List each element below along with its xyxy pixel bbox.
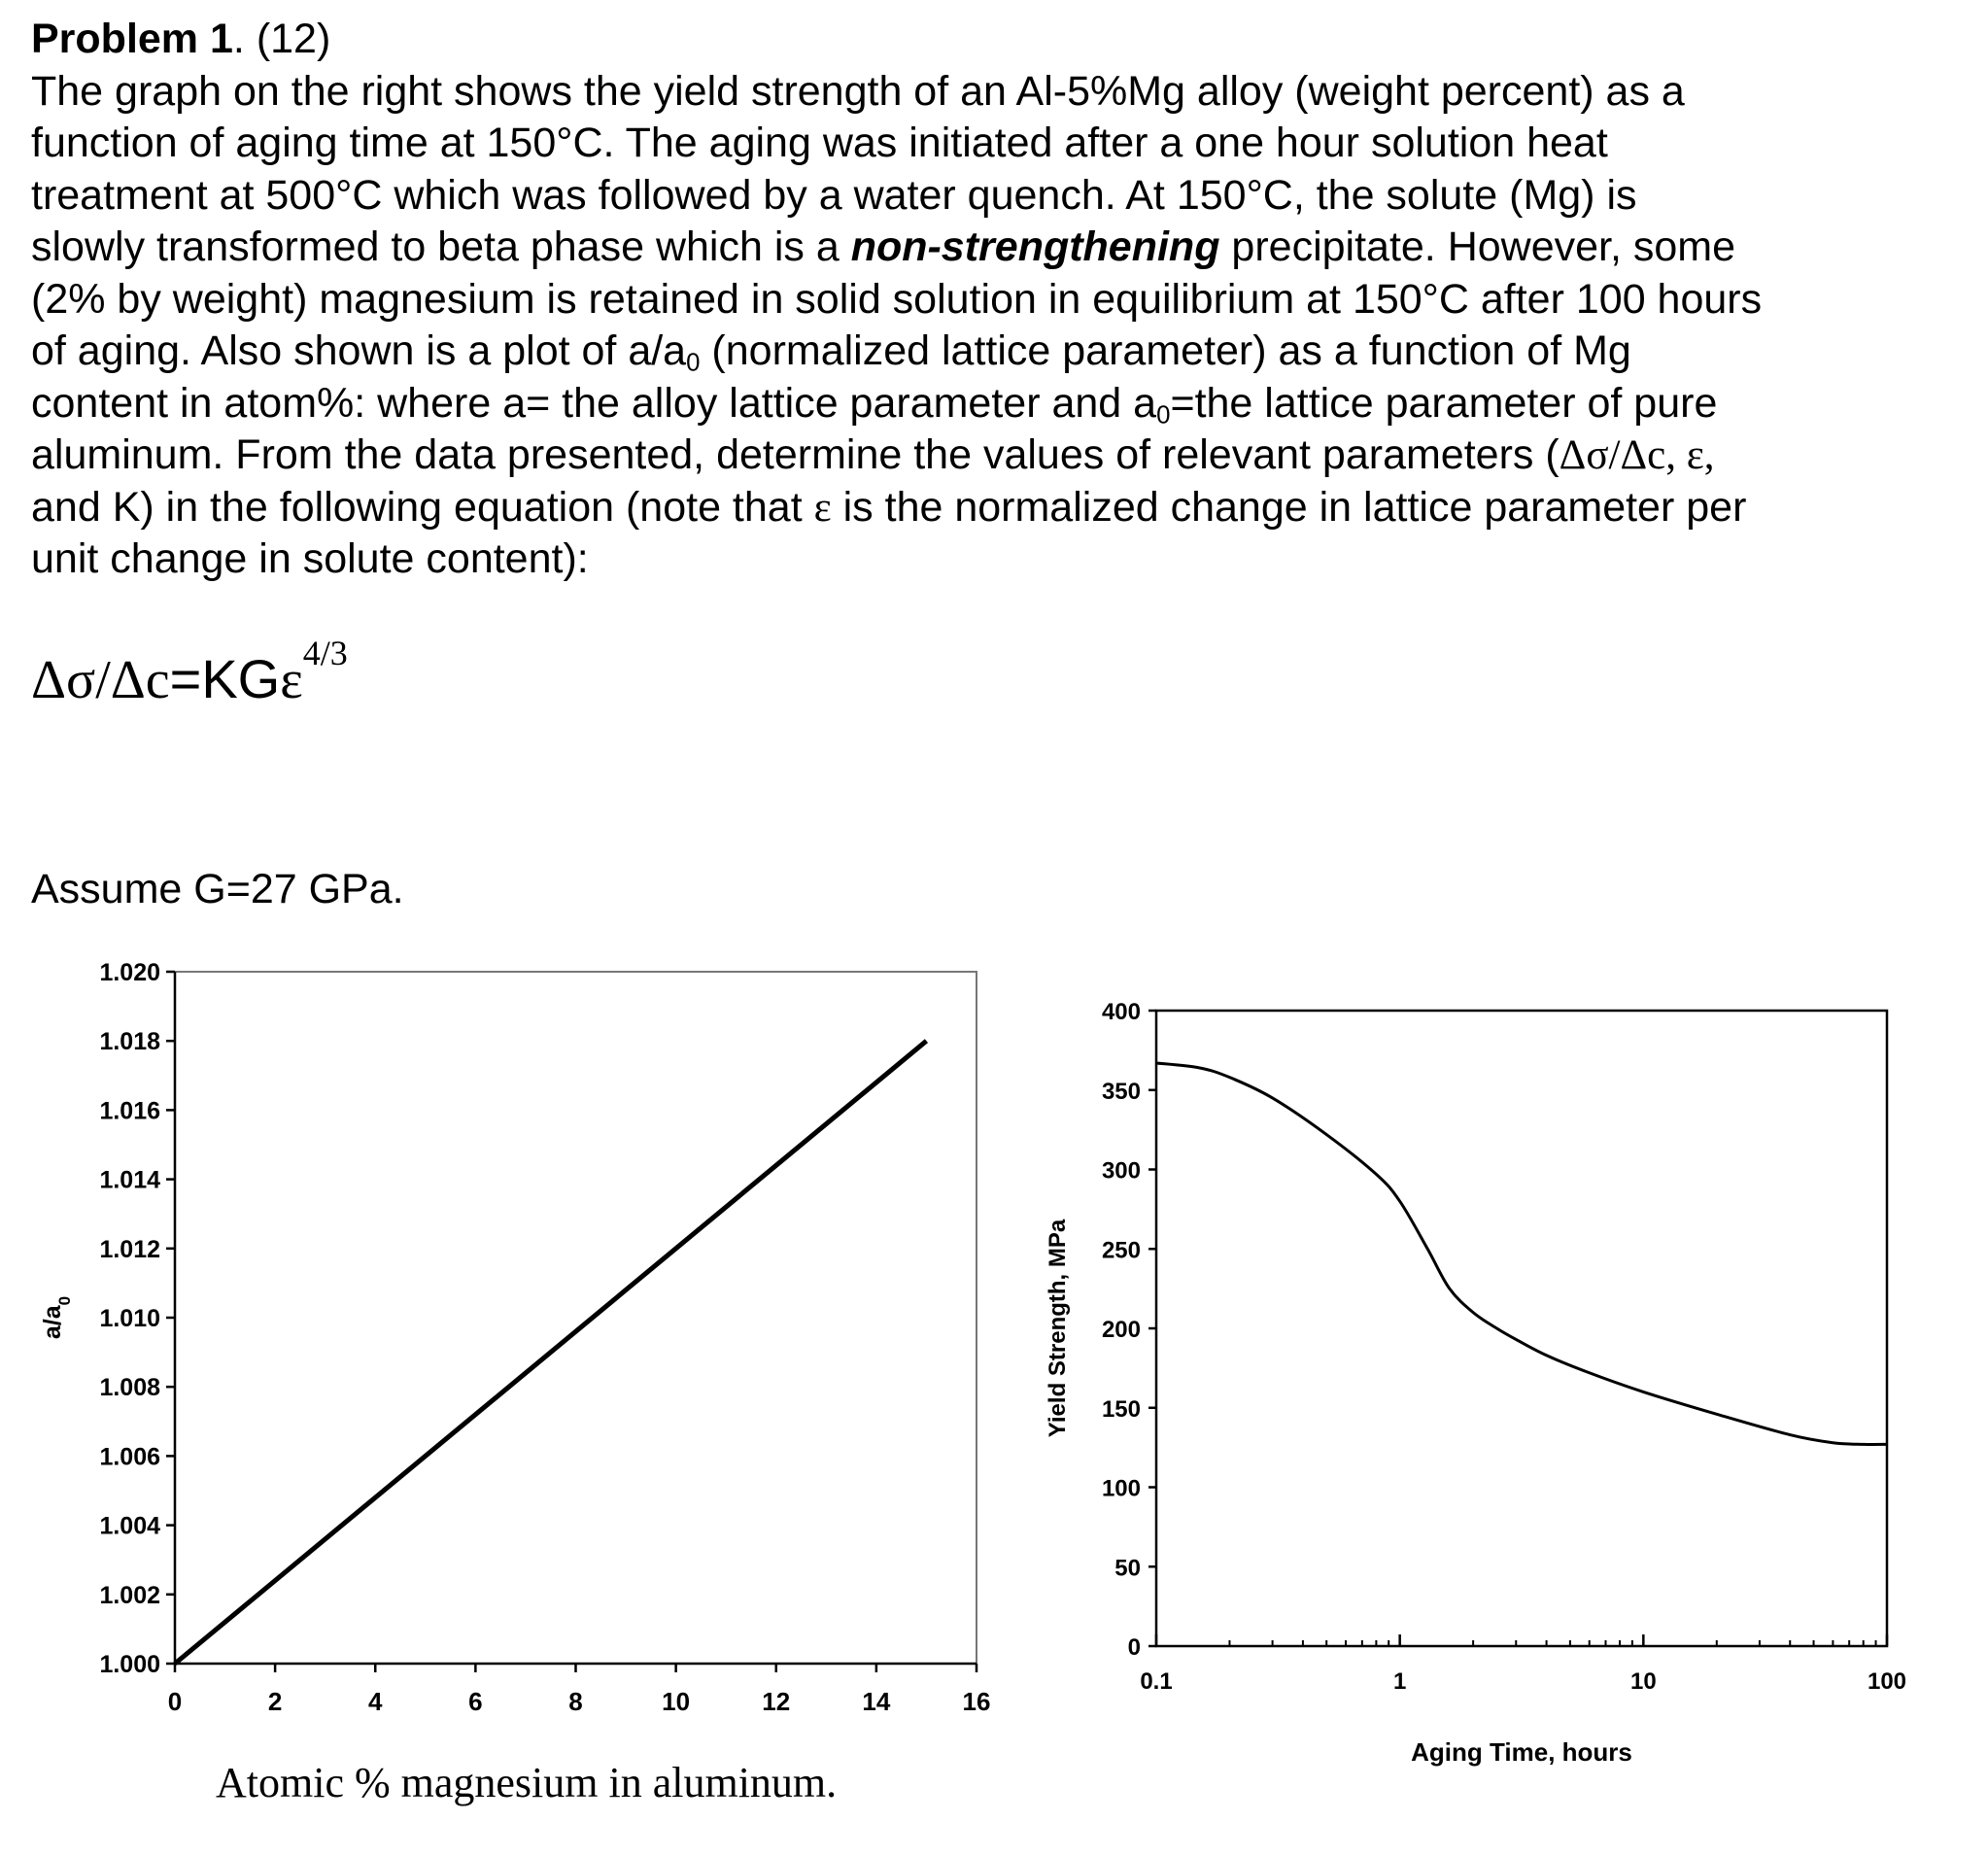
chart1-y-tick-label: 1.008	[99, 1374, 160, 1402]
subscript-zero: 0	[1156, 400, 1171, 429]
chart1-y-tick-label: 1.016	[99, 1097, 160, 1125]
chart2-y-tick-label: 150	[1101, 1395, 1141, 1423]
assumption-text: Assume G=27 GPa.	[31, 866, 404, 912]
chart1-x-tick-label: 6	[468, 1687, 483, 1716]
y-label-text: a/a	[39, 1305, 66, 1340]
text-run: slowly transformed to beta phase which is a	[31, 223, 851, 270]
chart1-y-tick-label: 1.006	[99, 1443, 160, 1471]
chart1-frame-group	[175, 972, 977, 1664]
chart2-plot-border	[1156, 1011, 1887, 1646]
chart1-data-line	[175, 1041, 926, 1664]
chart2-y-tick-label: 400	[1101, 999, 1141, 1025]
equation	[31, 633, 348, 714]
chart1-y-tick-label: 1.020	[99, 959, 160, 986]
chart2-y-tick-label: 100	[1101, 1475, 1141, 1502]
chart2-y-tick-label: 200	[1101, 1317, 1141, 1343]
chart1-y-tick-label: 1.004	[99, 1512, 160, 1540]
chart1-x-tick-label: 8	[568, 1687, 583, 1716]
chart2-y-tick-label: 250	[1101, 1237, 1141, 1264]
subscript-zero: 0	[686, 349, 701, 377]
problem-line-11: unit change in solute content):	[31, 535, 589, 582]
chart1-x-tick-label: 12	[762, 1687, 791, 1716]
parameter-list-greek: Δσ/Δc, ε,	[1559, 432, 1715, 478]
chart1-y-ticks	[99, 959, 175, 1678]
chart1-y-tick-label: 1.014	[99, 1166, 160, 1194]
problem-text	[31, 14, 1955, 586]
equation-epsilon: ε	[280, 650, 303, 710]
chart2-x-ticks	[1140, 1634, 1906, 1695]
chart1-y-axis-label	[39, 1296, 74, 1339]
chart2-x-tick-label: 1	[1392, 1668, 1407, 1695]
chart1-x-tick-label: 10	[662, 1687, 691, 1716]
problem-line-7	[31, 326, 1955, 378]
chart1-x-tick-label: 16	[962, 1687, 991, 1716]
chart1-x-tick-label: 14	[862, 1687, 891, 1716]
chart2-data-curve	[1156, 1063, 1887, 1445]
chart1-y-tick-label: 1.002	[99, 1581, 160, 1609]
equation-lhs: Δσ/Δc	[31, 650, 170, 710]
problem-points: (12)	[256, 16, 331, 62]
text-run: (normalized lattice parameter) as a function of Mg	[700, 327, 1631, 374]
chart1-y-tick-label: 1.012	[99, 1235, 160, 1263]
lattice-parameter-chart	[0, 947, 1001, 1744]
chart2-x-tick-label: 10	[1629, 1668, 1657, 1695]
chart1-x-tick-label: 0	[167, 1687, 183, 1716]
chart1-x-axis-caption: Atomic % magnesium in aluminum.	[216, 1759, 838, 1806]
chart1-x-tick-label: 4	[368, 1687, 383, 1716]
emphasis-non-strengthening: non-strengthening	[850, 223, 1220, 270]
text-run: of aging. Also shown is a plot of a/a	[31, 327, 687, 374]
problem-line-9	[31, 430, 1955, 482]
epsilon-symbol: ε	[813, 484, 832, 531]
text-run: =the lattice parameter of pure	[1170, 379, 1718, 427]
problem-line-6: (2% by weight) magnesium is retained in solid solution in equilibrium at 150°C after 100 hours	[31, 275, 1763, 323]
chart2-y-ticks	[1102, 999, 1156, 1661]
chart2-y-tick-label: 300	[1101, 1157, 1141, 1185]
text-run: and K) in the following equation (note that	[31, 483, 814, 531]
problem-line-10	[31, 482, 1955, 534]
problem-line-4: treatment at 500°C which was followed by a water quench. At 150°C, the solute (Mg) is	[31, 171, 1637, 219]
problem-line-2: The graph on the right shows the yield strength of an Al-5%Mg alloy (weight percent) as a	[31, 67, 1685, 115]
chart2-x-tick-label: 100	[1867, 1668, 1907, 1695]
chart2-x-axis-label: Aging Time, hours	[1411, 1737, 1632, 1767]
chart2-y-axis-label: Yield Strength, MPa	[1045, 1219, 1071, 1438]
yield-strength-chart	[1030, 972, 1934, 1778]
chart1-y-tick-label: 1.010	[99, 1305, 160, 1332]
equation-exponent: 4/3	[302, 633, 348, 672]
problem-line-1	[31, 14, 1955, 66]
problem-line-8	[31, 378, 1955, 430]
problem-heading: Problem 1	[31, 16, 233, 62]
chart2-y-tick-label: 50	[1114, 1555, 1141, 1582]
chart2-y-tick-label: 350	[1101, 1078, 1141, 1105]
chart1-y-tick-label: 1.018	[99, 1028, 160, 1056]
text-run: content in atom%: where a= the alloy lattice parameter and a	[31, 379, 1157, 427]
text-run: precipitate. However, some	[1219, 223, 1736, 270]
text-run: is the normalized change in lattice parameter per	[831, 483, 1747, 531]
y-label-subscript: 0	[54, 1295, 74, 1306]
chart1-plot-border	[175, 972, 977, 1664]
chart1-y-tick-label: 1.000	[99, 1651, 160, 1678]
problem-line-3: function of aging time at 150°C. The aging was initiated after a one hour solution heat	[31, 120, 1608, 166]
chart1-x-tick-label: 2	[267, 1687, 283, 1716]
problem-line-5	[31, 222, 1955, 274]
chart2-y-tick-label: 0	[1127, 1634, 1141, 1661]
heading-separator: .	[232, 16, 257, 62]
chart2-x-tick-label: 0.1	[1140, 1668, 1173, 1695]
text-run: aluminum. From the data presented, determine the values of relevant parameters (	[31, 431, 1560, 478]
chart1-x-ticks	[168, 1664, 991, 1716]
equation-kg: =KG	[169, 648, 281, 709]
